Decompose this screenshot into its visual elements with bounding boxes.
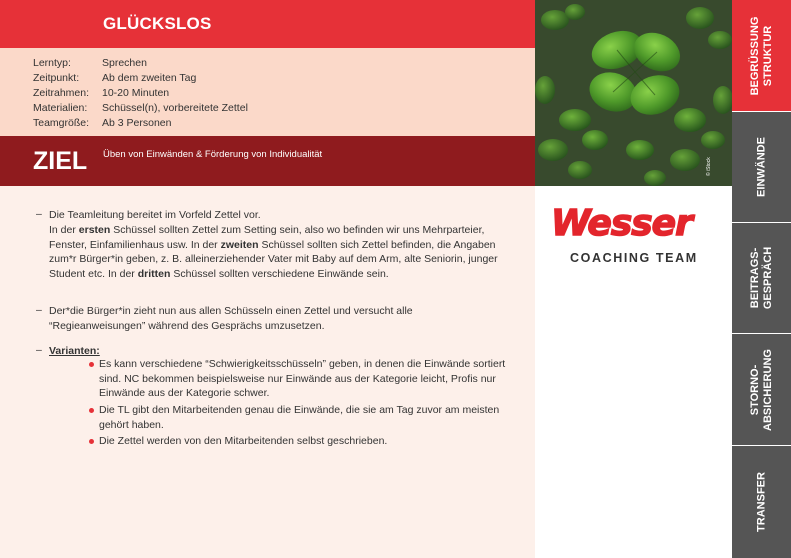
goal-label: ZIEL <box>33 147 88 175</box>
detail-text: Schüssel sollten verschiedene Einwände sein. <box>170 267 389 280</box>
variant-item: Die Zettel werden von den Mitarbeitenden selbst geschrieben. <box>99 435 388 447</box>
clover-photo <box>535 0 732 186</box>
meta-row <box>33 117 171 129</box>
instruction-detail <box>49 223 504 281</box>
meta-row <box>33 87 169 99</box>
meta-row <box>33 57 147 69</box>
instructions-body <box>0 186 535 558</box>
tab-einwaende[interactable] <box>732 112 791 222</box>
emphasis-third: dritten <box>137 267 171 280</box>
tab-label-line: STRUKTUR <box>761 25 774 86</box>
meta-panel <box>0 48 535 136</box>
emphasis-second: zweiten <box>220 238 259 251</box>
title-bar <box>0 0 535 48</box>
variants-heading: Varianten: <box>49 345 100 357</box>
tab-transfer[interactable] <box>732 446 791 558</box>
tab-stornoabsicherung[interactable] <box>732 334 791 445</box>
variant-item: Die TL gibt den Mitarbeitenden genau die Einwände, die sie am Tag zuvor am meisten gehört haben. <box>99 404 500 431</box>
tab-label-line: BEITRAGS- <box>748 247 761 309</box>
tab-label <box>749 349 775 431</box>
tab-label-line: GESPRÄCH <box>761 246 774 310</box>
tab-label <box>749 247 775 309</box>
tab-label-line: ABSICHERUNG <box>761 348 774 431</box>
meta-row <box>33 102 248 114</box>
bullet-icon <box>89 362 94 367</box>
detail-text: In der <box>49 224 79 236</box>
emphasis-first: ersten <box>78 224 111 236</box>
detail-text: Schüssel sollten sich Zettel befinden, die Angaben zum*r Bürger*in geben, z. B. alleinerziehender Vater mit Baby auf dem Arm, alte Seniorin, junger Student etc. In der <box>49 238 498 280</box>
instruction-intro: Die Teamleitung bereitet im Vorfeld Zettel vor. <box>49 209 261 221</box>
instruction-draw: Der*die Bürger*in zieht nun aus allen Schüsseln einen Zettel und versucht alle “Regieanweisungen” während des Gesprächs umzusetzen. <box>49 305 413 332</box>
tab-begruessung[interactable] <box>732 0 791 111</box>
meta-key: Materialien: <box>33 102 88 114</box>
goal-text: Üben von Einwänden & Förderung von Individualität <box>103 149 323 160</box>
meta-row <box>33 72 196 84</box>
brand-logo: Wesser <box>551 203 692 244</box>
tab-label-line: BEGRÜSSUNG <box>748 16 761 95</box>
variant-item: Es kann verschiedene “Schwierigkeitsschüsseln” geben, in denen die Einwände sortiert sind. NC bekommen beispielsweise nur Einwände aus der Kategorie leicht, Profis nur Einwände aus der Kategorie schwer. <box>99 358 506 399</box>
meta-value: Ab dem zweiten Tag <box>102 72 197 84</box>
brand-subtitle: COACHING TEAM <box>570 251 698 265</box>
meta-key: Teamgröße: <box>33 117 90 129</box>
meta-key: Zeitpunkt: <box>33 72 80 84</box>
meta-value: Schüssel(n), vorbereitete Zettel <box>102 102 248 114</box>
meta-value: 10-20 Minuten <box>102 87 170 99</box>
meta-key: Lerntyp: <box>33 57 71 69</box>
dash-marker: – <box>36 208 42 220</box>
dash-marker: – <box>36 344 42 356</box>
meta-value: Sprechen <box>102 57 147 69</box>
goal-banner <box>0 136 535 186</box>
tab-label-line: TRANSFER <box>755 472 767 532</box>
tab-label <box>755 472 768 532</box>
tab-label <box>755 137 768 197</box>
bullet-icon <box>89 408 94 413</box>
card-title: GLÜCKSLOS <box>103 14 212 33</box>
clover-illustration <box>535 0 732 186</box>
tab-label-line: EINWÄNDE <box>755 137 767 197</box>
tab-label-line: STORNO- <box>748 364 761 415</box>
bullet-icon <box>89 439 94 444</box>
tab-label <box>749 16 775 95</box>
meta-key: Zeitrahmen: <box>33 87 90 99</box>
dash-marker: – <box>36 304 42 316</box>
detail-text: Schüssel sollten Zettel zum Setting sein, also wo befinden wir uns Mehrparteier, Fenster, Einfamilienhaus usw. In der <box>49 224 485 251</box>
meta-value: Ab 3 Personen <box>102 117 172 129</box>
tab-beitragsgespraech[interactable] <box>732 223 791 333</box>
photo-credit: © iStock <box>706 157 712 176</box>
